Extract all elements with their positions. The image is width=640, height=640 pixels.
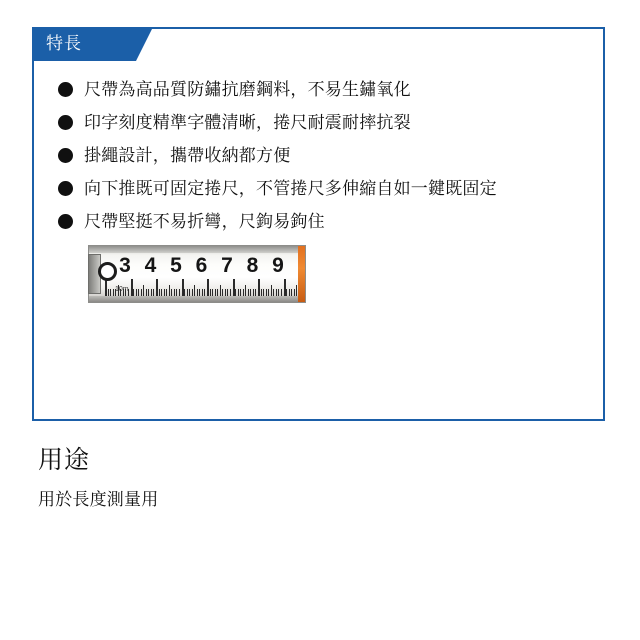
tape-tick [245, 285, 246, 296]
tape-tick [148, 289, 149, 296]
tape-tick [291, 289, 292, 296]
feature-bullet-text: 尺帶堅挺不易折彎，尺鉤易鉤住 [84, 212, 325, 231]
tape-unit-label: 10m [115, 286, 129, 293]
bullet-dot-icon [58, 148, 73, 163]
tape-tick [268, 289, 269, 296]
tape-end-cap [298, 246, 305, 302]
tape-tick [217, 289, 218, 296]
tape-tick [276, 289, 277, 296]
tape-number: 7 [221, 254, 233, 277]
bullet-dot-icon [58, 82, 73, 97]
tape-tick [146, 289, 147, 296]
tape-tick [235, 289, 236, 296]
tape-number: 3 [119, 254, 131, 277]
tape-tick [240, 289, 241, 296]
tape-tick [153, 289, 154, 296]
tape-tick [189, 289, 190, 296]
tape-tick [212, 289, 213, 296]
tape-hook-ring-icon [98, 262, 117, 281]
tape-tick [151, 289, 152, 296]
tape-tick [138, 289, 139, 296]
feature-panel-tab [32, 27, 136, 61]
tape-measure-image [88, 245, 306, 303]
feature-bullet-text: 掛繩設計，攜帶收納都方便 [84, 146, 291, 165]
list-item [58, 111, 588, 135]
tape-tick [255, 289, 256, 296]
tape-number: 4 [144, 254, 157, 277]
tape-tick [261, 289, 262, 296]
tape-tick [230, 289, 231, 296]
tape-tick [286, 289, 287, 296]
tape-tick [210, 289, 211, 296]
tape-tick [143, 285, 144, 296]
tape-tick [187, 289, 188, 296]
tape-tick [225, 289, 226, 296]
tape-tick [164, 289, 165, 296]
list-item [58, 144, 588, 168]
tape-tick [108, 289, 109, 296]
tape-tick [289, 289, 290, 296]
tape-tick [161, 289, 162, 296]
tape-tick [250, 289, 251, 296]
tape-tick [136, 289, 137, 296]
tape-tick [266, 289, 267, 296]
tape-tick [294, 289, 295, 296]
tape-tick [159, 289, 160, 296]
feature-panel-tab-label: 特長 [46, 34, 82, 53]
tape-tick [176, 289, 177, 296]
list-item [58, 210, 588, 234]
tape-tick [184, 289, 185, 296]
tape-tick [192, 289, 193, 296]
tape-tick [197, 289, 198, 296]
tape-tick [194, 285, 195, 296]
tape-blade [88, 245, 306, 303]
tape-tick [243, 289, 244, 296]
tape-tick [202, 289, 203, 296]
tape-tick [273, 289, 274, 296]
tape-tick [215, 289, 216, 296]
tape-tick [253, 289, 254, 296]
tape-bottom-edge [89, 296, 305, 302]
tape-tick [204, 289, 205, 296]
usage-text: 用於長度測量用 [38, 490, 159, 509]
tape-tick [271, 285, 272, 296]
tape-tick [166, 289, 167, 296]
feature-bullet-text: 向下推既可固定捲尺，不管捲尺多伸縮自如一鍵既固定 [84, 179, 497, 198]
bullet-dot-icon [58, 214, 73, 229]
tape-number: 8 [246, 254, 259, 277]
tape-tick [179, 289, 180, 296]
bullet-dot-icon [58, 115, 73, 130]
feature-bullet-text: 尺帶為高品質防鏽抗磨鋼料，不易生鏽氧化 [84, 80, 411, 99]
bullet-dot-icon [58, 181, 73, 196]
tape-number: 5 [170, 254, 182, 277]
tape-tick [248, 289, 249, 296]
tape-number: 6 [195, 254, 208, 277]
feature-bullet-text: 印字刻度精準字體清晰，捲尺耐震耐摔抗裂 [84, 113, 411, 132]
tape-tick [238, 289, 239, 296]
list-item [58, 177, 588, 201]
tape-tick [171, 289, 172, 296]
tape-tick [220, 285, 221, 296]
list-item [58, 78, 588, 102]
tape-tick [199, 289, 200, 296]
feature-bullet-list [58, 78, 588, 243]
tape-number: 9 [272, 254, 284, 277]
usage-title: 用途 [38, 446, 91, 474]
tape-tick [110, 289, 111, 296]
tape-tick [141, 289, 142, 296]
tape-tick [133, 289, 134, 296]
tape-tick [281, 289, 282, 296]
tape-tick [113, 289, 114, 296]
tape-tick [263, 289, 264, 296]
tape-tick [169, 285, 170, 296]
tape-tick [278, 289, 279, 296]
tape-tick [227, 289, 228, 296]
tape-tick [174, 289, 175, 296]
tape-top-edge [89, 246, 305, 253]
tape-tick [222, 289, 223, 296]
